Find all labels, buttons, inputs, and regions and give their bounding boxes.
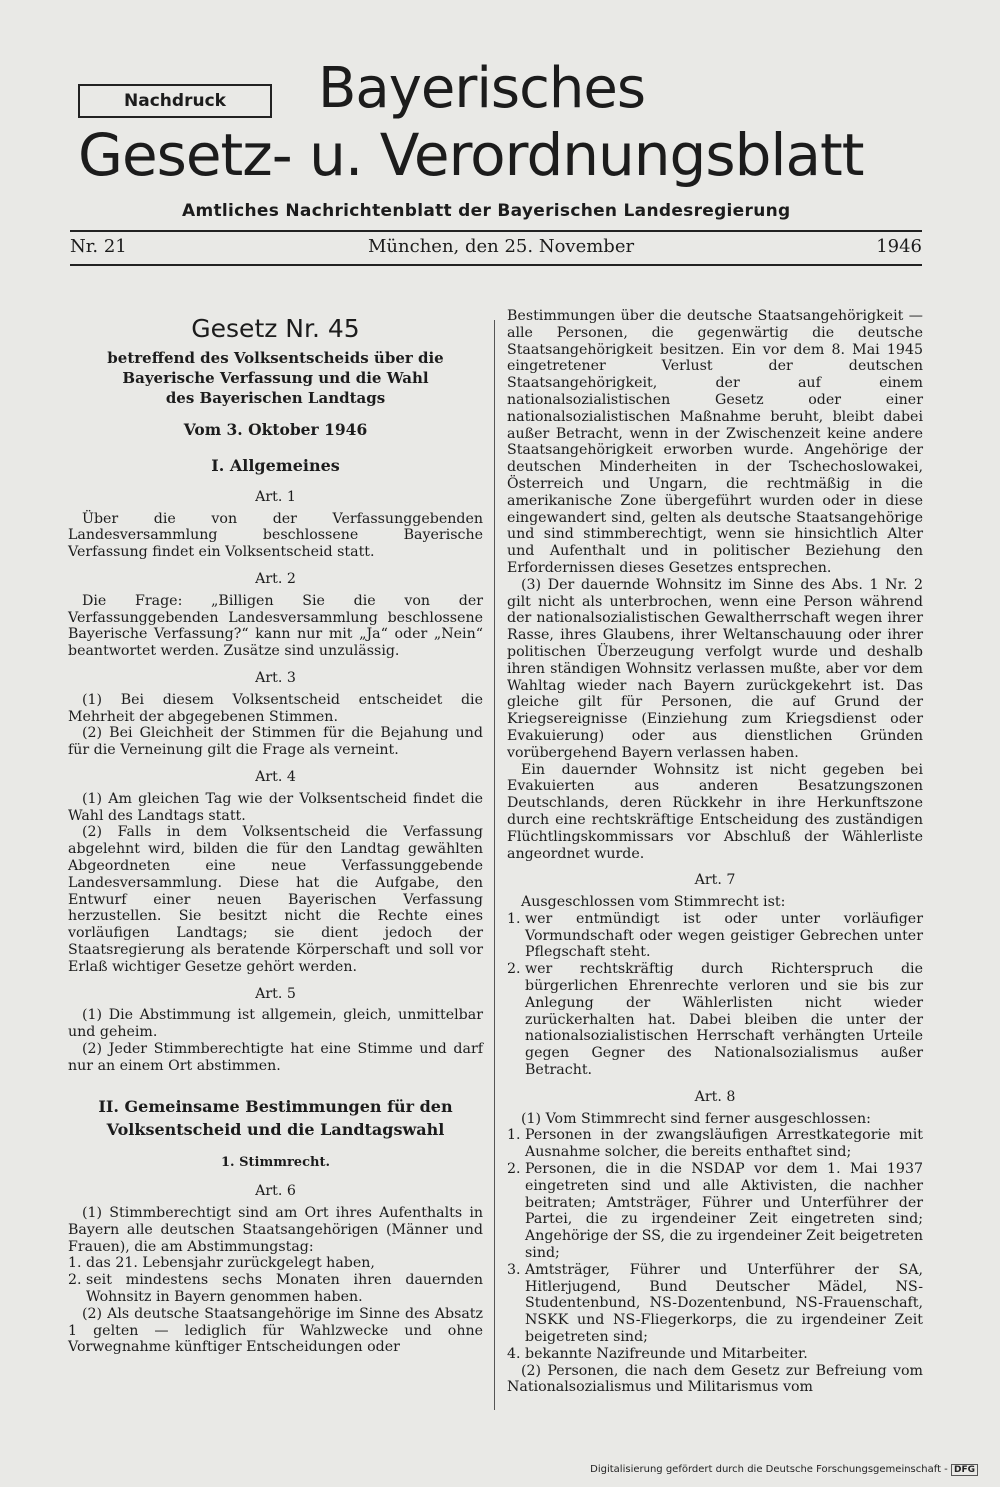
- list-item: [507, 1346, 923, 1363]
- list-item-number: 3.: [507, 1261, 521, 1278]
- list-item-number: 2.: [68, 1272, 82, 1289]
- list-item-number: 4.: [507, 1345, 521, 1362]
- nachdruck-box: Nachdruck: [78, 84, 272, 118]
- article-heading: Art. 8: [694, 1088, 736, 1105]
- article-heading: Art. 3: [255, 669, 296, 686]
- article-paragraph: (1) Vom Stimmrecht sind ferner ausgeschlossen:: [521, 1110, 871, 1127]
- footer-text: Digitalisierung gefördert durch die Deutsche Forschungsgemeinschaft -: [590, 1464, 948, 1475]
- issue-line: [70, 236, 922, 262]
- article-paragraph: (2) Als deutsche Staatsangehörige im Sinne des Absatz 1 gelten — lediglich für Wahlzwecke und ohne Vorwegnahme künftiger Entscheidungen oder: [68, 1305, 483, 1356]
- article-heading: Art. 5: [255, 985, 296, 1002]
- list-item-text: bekannte Nazifreunde und Mitarbeiter.: [525, 1345, 808, 1362]
- header-rule-bottom: [70, 264, 922, 266]
- list-item: [507, 911, 923, 961]
- section-heading-line: Volksentscheid und die Landtagswahl: [106, 1119, 445, 1139]
- dfg-logo: DFG: [951, 1464, 978, 1476]
- masthead-subtitle: Amtliches Nachrichtenblatt der Bayerischen Landesregierung: [182, 201, 791, 221]
- section-heading: [68, 1095, 483, 1141]
- section-heading-line: II. Gemeinsame Bestimmungen für den: [98, 1096, 453, 1116]
- article-paragraph: (1) Die Abstimmung ist allgemein, gleich, unmittelbar und geheim.: [68, 1007, 483, 1041]
- section-heading: I. Allgemeines: [211, 455, 340, 475]
- list-item-text: wer entmündigt ist oder unter vorläufiger Vormundschaft oder wegen geistiger Gebrechen unter Pflegschaft steht.: [525, 910, 923, 961]
- article-heading: Art. 1: [255, 488, 296, 505]
- list-item-text: seit mindestens sechs Monaten ihren dauernden Wohnsitz in Bayern genommen haben.: [86, 1272, 483, 1306]
- list-item-number: 1.: [68, 1255, 82, 1272]
- list-item-text: Personen in der zwangsläufigen Arrestkategorie mit Ausnahme solcher, die bereits enthaftet sind;: [525, 1127, 923, 1161]
- masthead-title-line1: Bayerisches: [318, 56, 645, 121]
- subsection-heading: 1. Stimmrecht.: [221, 1154, 330, 1170]
- list-item-number: 2.: [507, 1161, 521, 1178]
- list-item: [68, 1272, 483, 1306]
- article-heading: Art. 6: [255, 1183, 296, 1200]
- masthead-title-line2: Gesetz- u. Verordnungsblatt: [78, 121, 864, 189]
- list-item-number: 2.: [507, 961, 521, 978]
- article-paragraph: (2) Bei Gleichheit der Stimmen für die Bejahung und für die Verneinung gilt die Frage als verneint.: [68, 725, 483, 759]
- issue-place-date: München, den 25. November: [368, 236, 635, 257]
- left-column: [68, 308, 483, 1356]
- article-paragraph: (1) Am gleichen Tag wie der Volksentscheid findet die Wahl des Landtags statt.: [68, 790, 483, 824]
- list-item: [68, 1255, 483, 1272]
- article-paragraph: Ausgeschlossen vom Stimmrecht ist:: [521, 894, 786, 911]
- list-item-text: wer rechtskräftig durch Richterspruch die bürgerlichen Ehrenrechte verloren und sie bis zur Anlegung der Wählerlisten nicht wieder zurückerhalten hat. Dabei bleiben die unter der nationalsozialistischen Herrschaft verhängten Urteile gegen Gegner des Nationalsozialismus außer Betracht.: [525, 961, 923, 1079]
- list-item: [507, 1127, 923, 1161]
- issue-year: 1946: [876, 236, 922, 257]
- article-paragraph: Über die von der Verfassunggebenden Landesversammlung beschlossene Bayerische Verfassung findet ein Volksentscheid statt.: [68, 510, 483, 561]
- article-paragraph: (2) Personen, die nach dem Gesetz zur Befreiung vom Nationalsozialismus und Militarismus vom: [507, 1362, 923, 1396]
- law-title: Gesetz Nr. 45: [191, 314, 360, 343]
- article-paragraph: (1) Stimmberechtigt sind am Ort ihres Aufenthalts in Bayern alle deutschen Staatsangehörigen (Männer und Frauen), die am Abstimmungstag:: [68, 1205, 483, 1255]
- list-item: [507, 1262, 923, 1346]
- article-heading: Art. 4: [255, 768, 296, 785]
- article-paragraph: (3) Der dauernde Wohnsitz im Sinne des Abs. 1 Nr. 2 gilt nicht als unterbrochen, wenn eine Person während der nationalsozialistischen Gewaltherrschaft wegen ihrer Rasse, ihres Glaubens, ihrer Weltanschauung oder ihrer politischen Überzeugung verfolgt wurde und deshalb ihren ständigen Wohnsitz verlassen mußte, aber vor dem Wahltag wieder nach Bayern zurückgekehrt ist. Das gleiche gilt für Personen, die auf Grund der Kriegsereignisse (Einziehung zum Kriegsdienst oder Evakuierung) oder aus dienstlichen Gründen vorübergehend Bayern verlassen haben.: [507, 576, 923, 761]
- right-column: [507, 308, 923, 1396]
- list-item-text: das 21. Lebensjahr zurückgelegt haben,: [86, 1255, 375, 1272]
- law-subtitle-line: betreffend des Volksentscheids über die: [107, 349, 444, 367]
- article-paragraph: Ein dauernder Wohnsitz ist nicht gegeben bei Evakuierten aus anderen Besatzungszonen Deutschlands, deren Rückkehr in ihre Herkunftszone durch eine rechtskräftige Entscheidung des zuständigen Flüchtlingskommissars vor Abschluß der Wählerliste angeordnet wurde.: [507, 761, 923, 862]
- header-rule-top: [70, 230, 922, 232]
- issue-number: Nr. 21: [70, 236, 127, 257]
- list-item-text: Amtsträger, Führer und Unterführer der SA, Hitlerjugend, Bund Deutscher Mädel, NS-Studentenbund, NS-Dozentenbund, NS-Frauenschaft, NSKK und NS-Fliegerkorps, die zu irgendeiner Zeit beigetreten sind;: [525, 1261, 923, 1346]
- list-item: [507, 961, 923, 1079]
- digitization-footer: [590, 1464, 978, 1476]
- article-paragraph: Die Frage: „Billigen Sie die von der Verfassunggebenden Landesversammlung beschlossene Bayerische Verfassung?“ kann nur mit „Ja“ oder „Nein“ beantwortet werden. Zusätze sind unzulässig.: [68, 592, 483, 660]
- list-item-text: Personen, die in die NSDAP vor dem 1. Mai 1937 eingetreten sind und alle Aktivisten, die nachher beitraten; Amtsträger, Führer und Unterführer der Partei, die zu irgendeiner Zeit eingetreten sind; Angehörige der SS, die zu irgendeiner Zeit beigetreten sind;: [525, 1161, 923, 1262]
- list-item-number: 1.: [507, 1127, 521, 1144]
- law-date: Vom 3. Oktober 1946: [183, 420, 368, 439]
- article-paragraph: (2) Falls in dem Volksentscheid die Verfassung abgelehnt wird, bilden die für den Landtag gewählten Abgeordneten eine neue Verfassunggebende Landesversammlung. Diese hat die Aufgabe, den Entwurf einer neuen Bayerischen Verfassung herzustellen. Sie besitzt nicht die Rechte eines vorläufigen Landtags; sie dient jedoch der Staatsregierung als beratende Körperschaft und soll vor Erlaß wichtiger Gesetze gehört werden.: [68, 824, 483, 975]
- law-subtitle-line: des Bayerischen Landtags: [165, 389, 386, 407]
- article-heading: Art. 2: [255, 570, 296, 587]
- list-item: [507, 1161, 923, 1262]
- article-heading: Art. 7: [694, 872, 736, 889]
- article-paragraph: Bestimmungen über die deutsche Staatsangehörigkeit — alle Personen, die gegenwärtig die deutsche Staatsangehörigkeit besitzen. Ein vor dem 8. Mai 1945 eingetretener Verlust der deutschen Staatsangehörigkeit, der auf einem nationalsozialistischen Gesetz oder einer nationalsozialistischen Maßnahme beruht, bleibt dabei außer Betracht, wenn in der Zwischenzeit keine andere Staatsangehörigkeit erworben wurde. Angehörige der deutschen Minderheiten in der Tschechoslowakei, Österreich und Ungarn, die rechtmäßig in die amerikanische Zone übergeführt wurden oder in diese eingewandert sind, gelten als deutsche Staatsangehörige und sind stimmberechtigt, wenn sie hinsichtlich Alter und Aufenthalt und in politischer Beziehung den Erfordernissen dieses Gesetzes entsprechen.: [507, 308, 923, 576]
- article-paragraph: (2) Jeder Stimmberechtigte hat eine Stimme und darf nur an einem Ort abstimmen.: [68, 1040, 483, 1074]
- column-divider: [494, 320, 495, 1410]
- list-item-number: 1.: [507, 910, 521, 927]
- article-paragraph: (1) Bei diesem Volksentscheid entscheidet die Mehrheit der abgegebenen Stimmen.: [68, 691, 483, 725]
- law-subtitle-line: Bayerische Verfassung und die Wahl: [122, 369, 429, 387]
